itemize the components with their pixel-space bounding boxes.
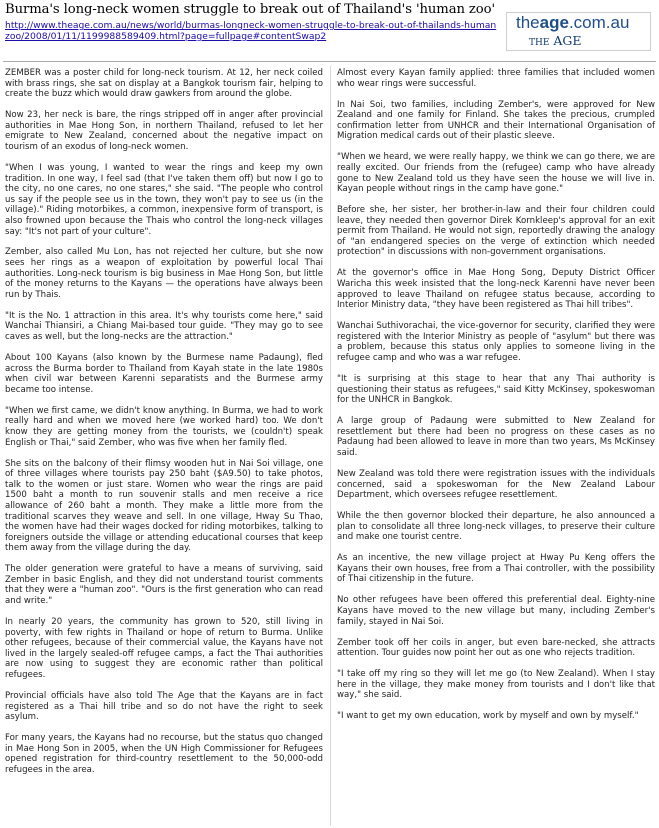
article-headline: Burma's long-neck women struggle to break out of Thailand's 'human zoo' — [5, 2, 495, 17]
paragraph: No other refugees have been offered this preferential deal. Eighty-nine Kayans have moved to the new village but many, including Zember's family, stayed in Nai Soi. — [337, 595, 655, 627]
paragraph: At the governor's office in Mae Hong Song, Deputy District Officer Waricha this week insisted that the long-neck Karenni have never been approved to leave Thailand on refugee status because, according to Interior Ministry data, "they have been registered as Thai hill tribes". — [337, 268, 655, 311]
logo-site-name: theage.com.au — [516, 13, 630, 32]
paragraph: "It is the No. 1 attraction in this area. It's why tourists come here," said Wanchai Thiansiri, a Chiang Mai-based tour guide. "They may go to see caves as well, but the long-necks are the attraction." — [5, 310, 323, 343]
paragraph: The older generation were grateful to have a means of surviving, said Zember in basic English, and they did not understand tourist comments that they were a "human zoo". "Ours is the first generation who can read and write." — [5, 564, 323, 607]
paragraph: "When we first came, we didn't know anything. In Burma, we had to work really hard and when we moved here (we worked hard) too. We don't know they are getting money from the tourists, we (couldn't) speak English or Thai," said Zember, who was five when her family fled. — [5, 405, 323, 448]
article-url-link[interactable]: http://www.theage.com.au/news/world/burmas-longneck-women-struggle-to-break-out-of-thailands-humanzoo/2008/01/11/1199988589409.html?page=fullpage#contentSwap2 — [5, 20, 497, 42]
article-body-left-column — [5, 68, 323, 786]
paragraph: "When we heard, we were really happy, we think we can go there, we are really excited. Our friends from the (refugee) camp who have already gone to New Zealand told us they have seen the house we will live in. Kayan people without rings in the camp have gone." — [337, 152, 655, 195]
paragraph: A large group of Padaung were submitted to New Zealand for resettlement but there had been no progress on these cases as no Padaung had been allowed to leave in more than two years, Ms McKinsey said. — [337, 416, 655, 458]
paragraph: ZEMBER was a poster child for long-neck tourism. At 12, her neck coiled with brass rings, she sat on display at a Bangkok tourism fair, helping to create the buzz which would draw gawkers from around the globe. — [5, 68, 323, 100]
paragraph: Provincial officials have also told The Age that the Kayans are in fact registered as a Thai hill tribe and so do not have the right to seek asylum. — [5, 691, 323, 723]
paragraph: As an incentive, the new village project at Hway Pu Keng offers the Kayans their own houses, free from a Thai controller, with the possibility of Thai citizenship in the future. — [337, 553, 655, 585]
paragraph: "I take off my ring so they will let me go (to New Zealand). When I stay here in the village, they make money from tourists and I don't like that way," she said. — [337, 669, 655, 701]
paragraph: In Nai Soi, two families, including Zember's, were approved for New Zealand and one family for Finland. She takes the precious, crumpled confirmation letter from UNHCR and their International Organisation of Migration medical cards out of their plastic sleeve. — [337, 99, 655, 142]
paragraph: While the then governor blocked their departure, he also announced a plan to consolidate all three long-neck villages, to preserve their culture and make one tourist centre. — [337, 511, 655, 543]
article-header — [0, 0, 659, 56]
paragraph: Zember, also called Mu Lon, has not rejected her culture, but she now sees her rings as a weapon of exploitation by powerful local Thai authorities. Long-neck tourism is big business in Mae Hong Son, but little of the money returns to the Kayans — the operations have always been run by Thais. — [5, 247, 323, 300]
paragraph: "It is surprising at this stage to hear that any Thai authority is questioning their status as refugees," said Kitty McKinsey, spokeswoman for the UNHCR in Bangkok. — [337, 374, 655, 406]
paragraph: Now 23, her neck is bare, the rings stripped off in anger after provincial authorities in Mae Hong Son, in northern Thailand, refused to let her emigrate to New Zealand, concerned about the negative impact on tourism of an exodus of long-neck women. — [5, 110, 323, 152]
article-body-right-column — [337, 68, 655, 732]
paragraph: "I want to get my own education, work by myself and own by myself." — [337, 711, 639, 722]
paragraph: Almost every Kayan family applied: three families that included women who wear rings were successful. — [337, 68, 655, 89]
header-divider — [3, 61, 656, 62]
paragraph: Zember took off her coils in anger, but even bare-necked, she attracts attention. Tour guides now point her out as one who rejects tradition. — [337, 637, 655, 659]
paragraph: For many years, the Kayans had no recourse, but the status quo changed in Mae Hong Son in 2005, when the UN High Commissioner for Refugees opened registration for third-country resettlement to the 50,000-odd refugees in the area. — [5, 733, 323, 775]
column-divider — [330, 66, 331, 826]
paragraph: Wanchai Suthivorachai, the vice-governor for security, clarified they were registered with the Interior Ministry as people of "asylum" but there was a problem, because this status only applies to someone living in the refugee camp and who was a war refugee. — [337, 321, 655, 364]
paragraph: Before she, her sister, her brother-in-law and their four children could leave, they needed then governor Direk Kornkleep's approval for an exit permit from Thailand. He would not sign, reportedly drawing the analogy of "an endangered species on the verge of extinction which needed protection" in discussions with non-government organisations. — [337, 205, 655, 258]
paragraph: In nearly 20 years, the community has grown to 520, still living in poverty, with few rights in Thailand or hope of return to Burma. Unlike other refugees, because of their commercial value, the Kayans have not lived in the largely sealed-off refugee camps, a fact the Thai authorities are now using to suggest they are economic rather than political refugees. — [5, 617, 323, 681]
the-age-logo[interactable] — [506, 12, 651, 51]
paragraph: "When I was young, I wanted to wear the rings and keep my own tradition. In one way, I feel sad (that I've taken them off) but now I go to the city, no one cares, no one stares," she said. "The people who control us say if the people see us in the town, they won't pay to see us (in the village)." Riding motorbikes, a common, inexpensive form of transport, is also frowned upon because the Thais who control the long-neck villages say: "It's not part of your culture". — [5, 162, 323, 237]
paragraph: She sits on the balcony of their flimsy wooden hut in Nai Soi village, one of three villages where tourists pay 250 baht ($A9.50) to take photos, talk to the women or just stare. Women who wear the rings are paid 1500 baht a month to run souvenir stalls and men receive a rice allowance of 260 baht a month. They make a little more from the traditional scarves they weave and sell. In one village, Hway Su Thao, the women have had their wages docked for riding motorbikes, talking to foreigners outside the village or attending educational courses that keep them away from the village during the day. — [5, 458, 323, 554]
paragraph: About 100 Kayans (also known by the Burmese name Padaung), fled across the Burma border to Thailand from Kayah state in the late 1980s when civil war between Karenni separatists and the Burmese army became too intense. — [5, 353, 323, 395]
logo-paper-name: THE AGE — [529, 33, 582, 48]
paragraph: New Zealand was told there were registration issues with the individuals concerned, said a spokeswoman for the New Zealand Labour Department, which oversees refugee resettlement. — [337, 468, 655, 501]
